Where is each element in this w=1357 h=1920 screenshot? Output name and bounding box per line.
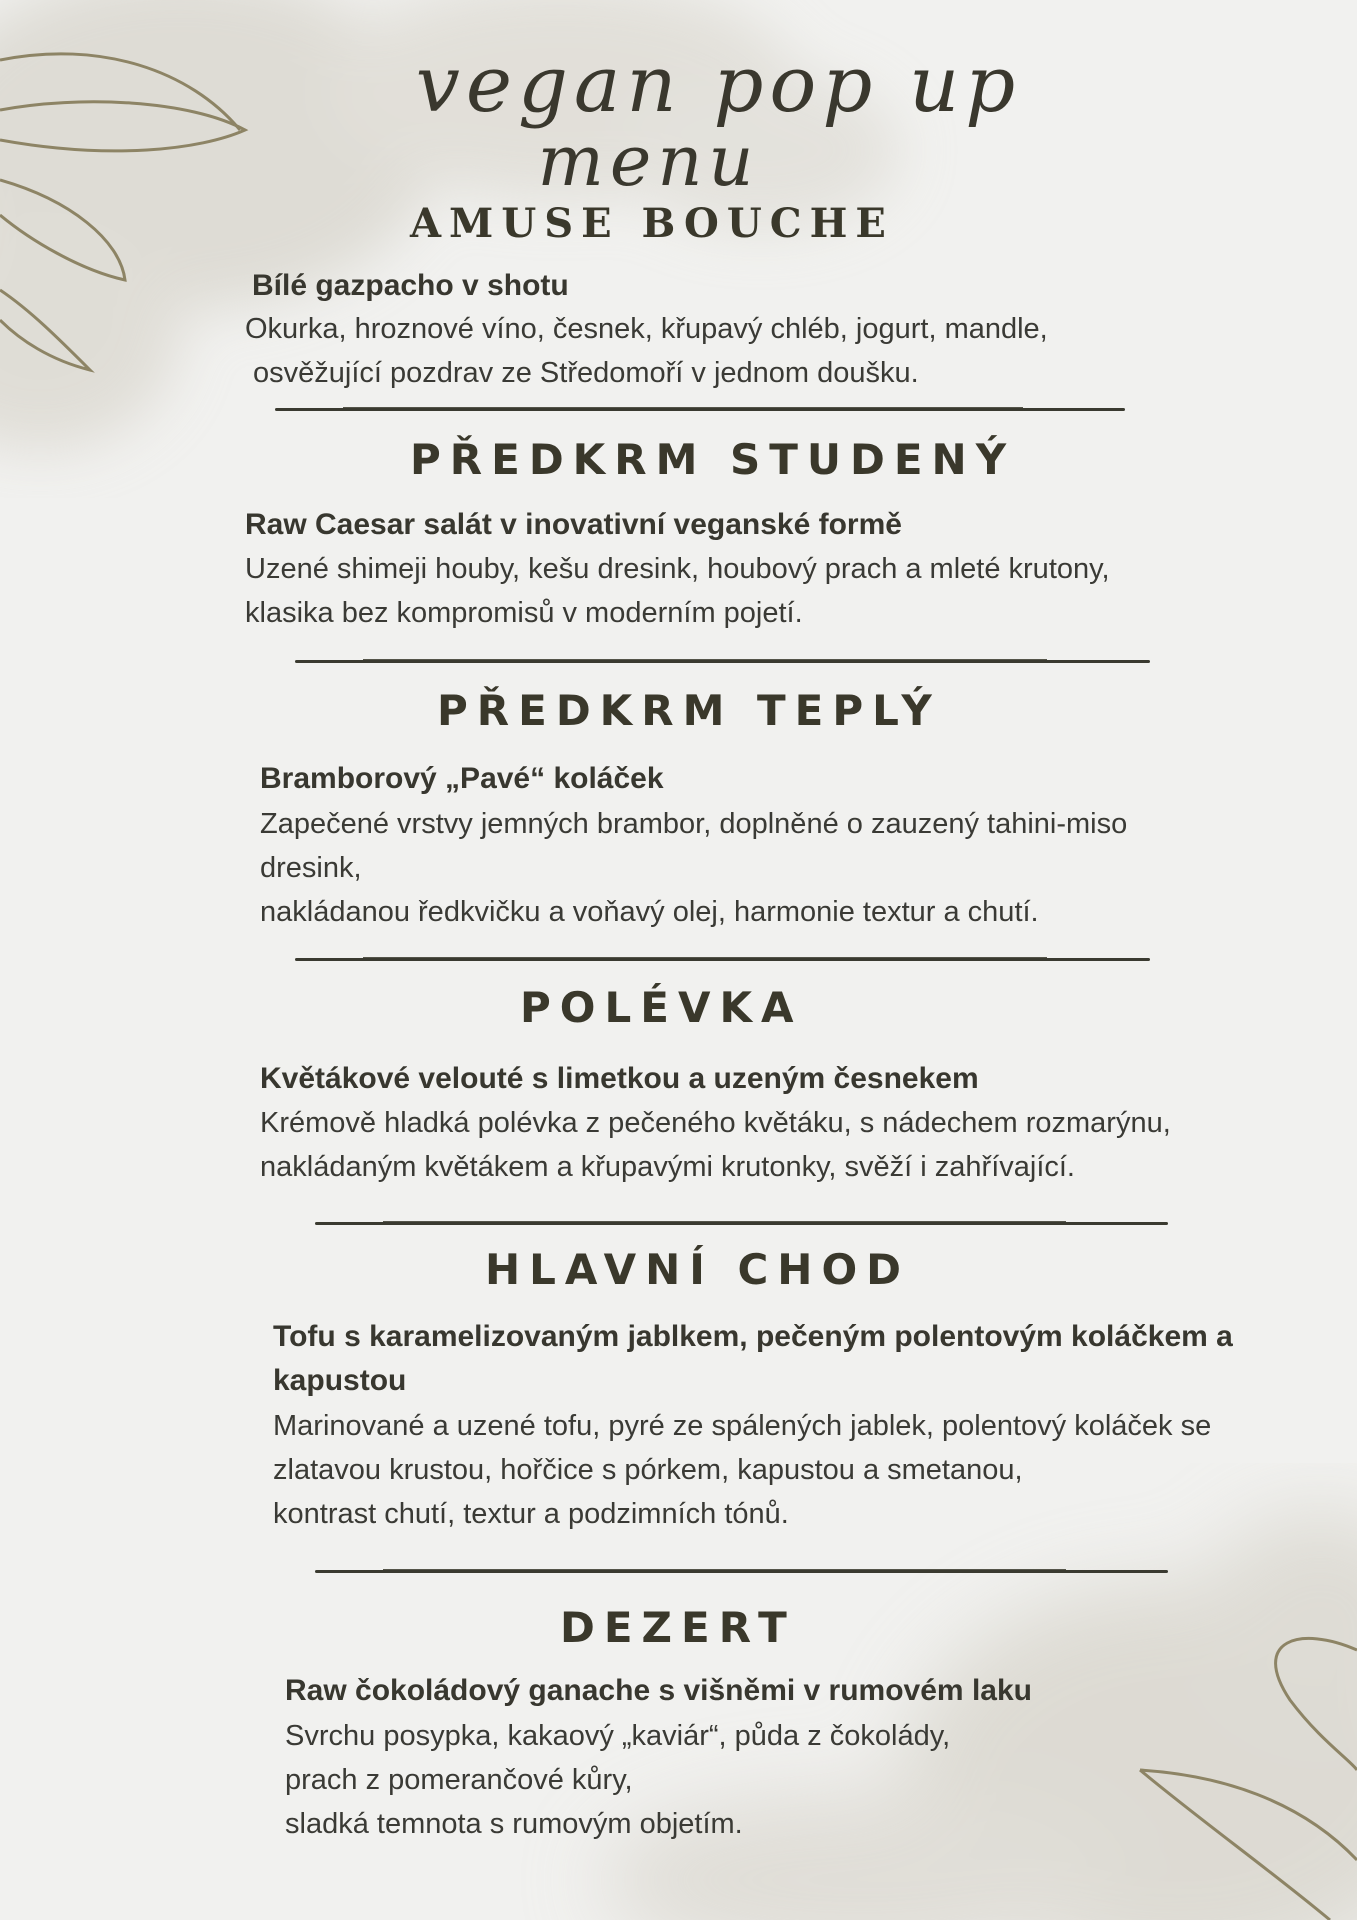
dish-name-line: Tofu s karamelizovaným jablkem, pečeným polentovým koláčkem a bbox=[273, 1320, 1233, 1353]
divider bbox=[315, 1570, 1168, 1573]
description-line: Krémově hladká polévka z pečeného květáku, s nádechem rozmarýnu, bbox=[260, 1107, 1171, 1139]
description-line: dresink, bbox=[260, 852, 362, 884]
dish-name-line: kapustou bbox=[273, 1364, 407, 1397]
divider bbox=[295, 660, 1150, 663]
dish-description bbox=[245, 547, 1110, 635]
section-heading-polevka: POLÉVKA bbox=[520, 983, 803, 1032]
section-heading-amuse-bouche: AMUSE BOUCHE bbox=[410, 200, 894, 247]
description-line: kontrast chutí, textur a podzimních tónů. bbox=[273, 1498, 789, 1530]
description-line: Svrchu posypka, kakaový „kaviár“, půda z čokolády, bbox=[285, 1720, 951, 1752]
description-line: klasika bez kompromisů v moderním pojetí. bbox=[245, 597, 803, 629]
divider bbox=[315, 1222, 1168, 1225]
section-heading-predkrm-studeny: PŘEDKRM STUDENÝ bbox=[410, 435, 1016, 484]
section-heading-hlavni-chod: HLAVNÍ CHOD bbox=[485, 1245, 911, 1294]
divider bbox=[275, 408, 1125, 411]
dish-description bbox=[285, 1714, 950, 1846]
description-line: Zapečené vrstvy jemných brambor, doplněné o zauzený tahini-miso bbox=[260, 808, 1128, 840]
menu-subtitle: menu bbox=[537, 120, 760, 202]
description-line: Uzené shimeji houby, kešu dresink, houbový prach a mleté krutony, bbox=[245, 553, 1110, 585]
description-line: nakládanou ředkvičku a voňavý olej, harmonie textur a chutí. bbox=[260, 896, 1039, 928]
divider bbox=[295, 958, 1150, 961]
description-line: Okurka, hroznové víno, česnek, křupavý chléb, jogurt, mandle, bbox=[245, 313, 1048, 345]
dish-description bbox=[260, 802, 1127, 934]
dish-description bbox=[260, 1101, 1171, 1189]
dish-name bbox=[273, 1315, 1233, 1403]
menu-title: vegan pop up bbox=[415, 40, 1022, 130]
description-line: osvěžující pozdrav ze Středomoří v jednom doušku. bbox=[253, 357, 919, 389]
section-heading-predkrm-teply: PŘEDKRM TEPLÝ bbox=[437, 686, 941, 735]
dish-description bbox=[273, 1404, 1211, 1536]
dish-name: Květákové velouté s limetkou a uzeným česnekem bbox=[260, 1062, 979, 1095]
section-heading-dezert: DEZERT bbox=[560, 1603, 796, 1652]
dish-name: Bramborový „Pavé“ koláček bbox=[260, 762, 664, 795]
dish-name: Bílé gazpacho v shotu bbox=[252, 269, 569, 302]
description-line: nakládaným květákem a křupavými krutonky, svěží i zahřívající. bbox=[260, 1151, 1075, 1183]
description-line: prach z pomerančové kůry, bbox=[285, 1764, 633, 1796]
dish-name: Raw Caesar salát v inovativní veganské formě bbox=[245, 508, 902, 541]
dish-description bbox=[245, 307, 1048, 395]
description-line: sladká temnota s rumovým objetím. bbox=[285, 1808, 743, 1840]
description-line: zlatavou krustou, hořčice s pórkem, kapustou a smetanou, bbox=[273, 1454, 1023, 1486]
description-line: Marinované a uzené tofu, pyré ze spálených jablek, polentový koláček se bbox=[273, 1410, 1212, 1442]
dish-name: Raw čokoládový ganache s višněmi v rumovém laku bbox=[285, 1674, 1032, 1707]
